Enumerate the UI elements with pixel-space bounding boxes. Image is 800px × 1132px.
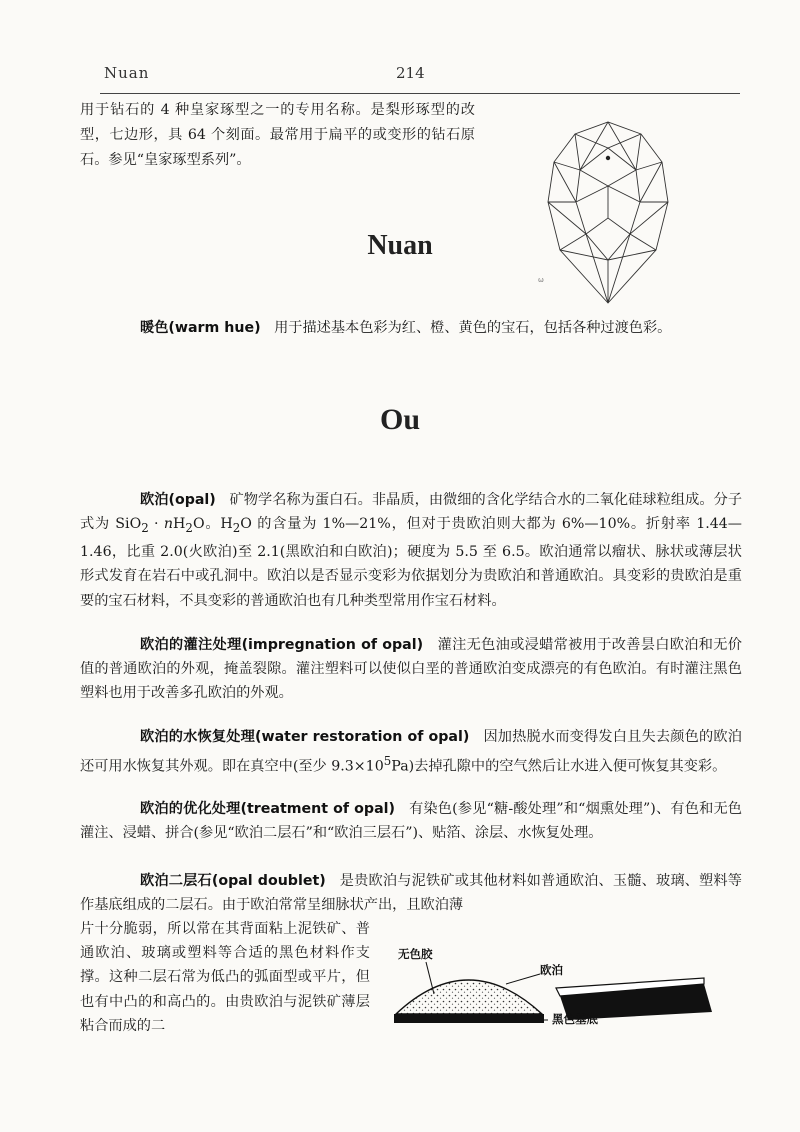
- subscript: 2: [141, 521, 149, 536]
- label-opal: 欧泊: [540, 963, 563, 977]
- pear-facets: [548, 122, 668, 303]
- section-heading-nuan: Nuan: [367, 230, 433, 261]
- superscript: 5: [383, 754, 392, 769]
- label-black-backing: 黑色基底: [552, 1012, 598, 1026]
- entry-text: H: [173, 516, 186, 533]
- entry-opal: [80, 488, 742, 613]
- cabochon-backing: [394, 1014, 544, 1023]
- entry-term: 欧泊的水恢复处理(water restoration of opal): [140, 729, 470, 745]
- cabochon-dome: [396, 980, 542, 1014]
- entry-text: 灌注无色油或浸蜡常被用于改善昙白欧泊和无价值的普通欧泊的外观，掩盖裂隙。灌注塑料可以使似白垩的普通欧泊变成漂亮的有色欧泊。有时灌注黑色塑料也用于改善多孔欧泊的外观。: [80, 637, 742, 702]
- subscript: 2: [232, 521, 241, 536]
- running-head: Nuan: [104, 64, 150, 82]
- entry-text: 有染色(参见“糖-酸处理”和“烟熏处理”)、有色和无色灌注、浸蜡、拼合(参见“欧泊二层石”和“欧泊三层石”)、贴箔、涂层、水恢复处理。: [80, 801, 742, 842]
- entry-opal-doublet: [80, 869, 742, 917]
- entry-text: 矿物学名称为蛋白石。非晶质，由微细的含化学结合水的二氧化硅球粒组成。分子式为 SiO: [80, 492, 743, 533]
- entry-text: 用于描述基本色彩为红、橙、黄色的宝石，包括各种过渡色彩。: [274, 320, 672, 336]
- header-rule: [100, 93, 740, 94]
- entry-impregnation: [80, 633, 742, 706]
- entry-term: 暖色(warm hue): [140, 320, 261, 336]
- entry-water-restoration: [80, 725, 742, 779]
- pear-mark: ω: [538, 276, 544, 284]
- entry-warm-hue: [80, 316, 742, 340]
- entry-treatment: [80, 797, 742, 845]
- entry-text: Pa)去掉孔隙中的空气然后让水进入便可恢复其变彩。: [391, 758, 727, 775]
- entry-text: O 的含量为 1%—21%，但对于贵欧泊则大都为 6%—10%。折射率 1.44—1.46，比重 2.0(火欧泊)至 2.1(黑欧泊和白欧泊)；硬度为 5.5 至 6.5。欧泊通常以瘤状、脉状或薄层状形式发育在岩石中或孔洞中。欧泊以是否显示变彩为依据划分为贵欧泊和普通欧泊。具变彩的贵欧泊是重要的宝石材料，不具变彩的普通欧泊也有几种类型常用作宝石材料。: [80, 516, 742, 609]
- entry-text: 因加热脱水而变得发白且失去颜色的欧泊还可用水恢复其外观。即在真空中(至少 9.3×10: [80, 729, 742, 775]
- opal-doublet-figure: [382, 940, 722, 1040]
- entry-term: 欧泊的优化处理(treatment of opal): [140, 801, 396, 817]
- entry-text: 是贵欧泊与泥铁矿或其他材料如普通欧泊、玉髓、玻璃、塑料等作基底组成的二层石。由于欧泊常常呈细脉状产出，且欧泊薄: [80, 873, 742, 914]
- intro-paragraph: 用于钻石的 4 种皇家琢型之一的专用名称。是梨形琢型的改型，七边形，具 64 个刻面。最常用于扁平的或变形的钻石原石。参见“皇家琢型系列”。: [80, 102, 475, 168]
- entry-term: 欧泊二层石(opal doublet): [140, 873, 326, 889]
- entry-term: 欧泊(opal): [140, 492, 216, 508]
- entry-text: ·: [148, 516, 164, 533]
- pear-dot: [606, 156, 610, 160]
- leader-opal: [506, 974, 540, 984]
- entry-opal-doublet-continued: 片十分脆弱，所以常在其背面粘上泥铁矿、普通欧泊、玻璃或塑料等合适的黑色材料作支撑。这种二层石常为低凸的弧面型或平片，但也有中凸的和高凸的。由贵欧泊与泥铁矿薄层粘合而成的二: [80, 921, 370, 1034]
- subscript: 2: [185, 521, 193, 536]
- entry-text: O。H: [192, 516, 233, 533]
- page-number: 214: [396, 64, 425, 82]
- formula-n: n: [163, 516, 174, 533]
- pear-cut-diagram: [520, 98, 720, 306]
- label-colorless-glue: 无色胶: [398, 947, 433, 961]
- section-heading-ou: Ou: [379, 403, 421, 436]
- entry-term: 欧泊的灌注处理(impregnation of opal): [140, 637, 424, 653]
